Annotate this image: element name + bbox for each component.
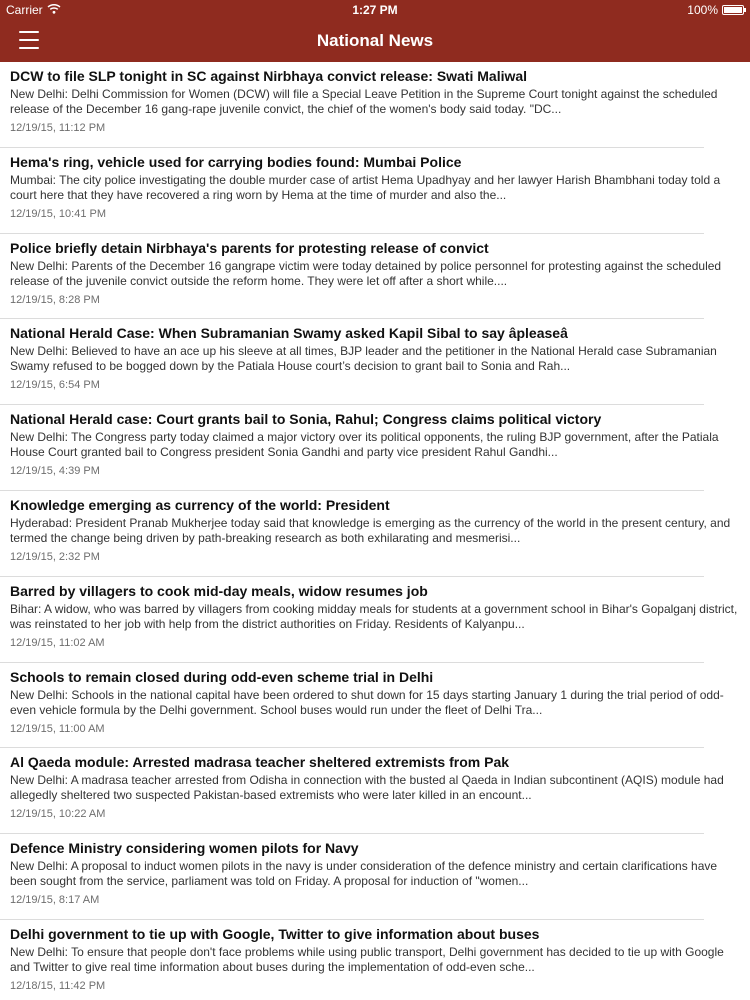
battery-fill bbox=[724, 7, 742, 13]
news-item[interactable] bbox=[0, 663, 750, 749]
news-item[interactable] bbox=[0, 319, 750, 405]
hamburger-menu-icon[interactable] bbox=[19, 31, 39, 49]
status-bar bbox=[0, 0, 750, 20]
news-summary: New Delhi: Schools in the national capital have been ordered to shut down for 15 days starting January 1 during the trial period of odd-even vehicle formula by the Delhi government. School buses would run under the fleet of Delhi Tra... bbox=[10, 687, 724, 717]
news-headline: National Herald case: Court grants bail to Sonia, Rahul; Congress claims political victory bbox=[10, 411, 602, 428]
news-summary: New Delhi: Believed to have an ace up his sleeve at all times, BJP leader and the petitioner in the National Herald case Subramanian Swamy refused to be bogged down by the Patiala House court’s decision to grant bail to Sonia and Rah... bbox=[10, 344, 717, 374]
news-item[interactable] bbox=[0, 148, 750, 234]
menu-line bbox=[19, 39, 39, 41]
news-headline: Defence Ministry considering women pilots for Navy bbox=[10, 840, 359, 857]
nav-bar bbox=[0, 20, 750, 62]
news-summary: Mumbai: The city police investigating the double murder case of artist Hema Upadhyay and her lawyer Harish Bhambhani today told a court here that they have recovered a ring worn by Hema at the time of murder and also the... bbox=[10, 172, 721, 202]
news-summary: New Delhi: To ensure that people don't face problems while using public transport, Delhi government has decided to tie up with Google and Twitter to give real time information about buses during the implementation of odd-even sche... bbox=[10, 944, 724, 974]
status-right bbox=[687, 3, 744, 17]
news-timestamp: 12/19/15, 2:32 PM bbox=[10, 550, 100, 563]
news-timestamp: 12/19/15, 10:22 AM bbox=[10, 808, 106, 821]
news-headline: Schools to remain closed during odd-even scheme trial in Delhi bbox=[10, 668, 434, 685]
news-headline: Hema's ring, vehicle used for carrying bodies found: Mumbai Police bbox=[10, 153, 462, 170]
news-item[interactable] bbox=[0, 62, 750, 148]
news-summary: New Delhi: A proposal to induct women pilots in the navy is under consideration of the defence ministry and certain clarifications have been sought from the service, parliament was told on Friday. A proposal for induction of "women... bbox=[10, 859, 718, 889]
news-timestamp: 12/19/15, 11:00 AM bbox=[10, 722, 105, 735]
news-timestamp: 12/19/15, 8:17 AM bbox=[10, 894, 100, 907]
news-item[interactable] bbox=[0, 748, 750, 834]
carrier-label: Carrier bbox=[6, 3, 43, 17]
menu-line bbox=[19, 47, 39, 49]
news-timestamp: 12/18/15, 11:42 PM bbox=[10, 979, 106, 992]
news-summary: Hyderabad: President Pranab Mukherjee today said that knowledge is emerging as the currency of the world in the present century, and termed the change being driven by path-breaking research as both exhilarating and mesmerisi... bbox=[10, 515, 731, 545]
news-headline: Knowledge emerging as currency of the world: President bbox=[10, 496, 390, 513]
news-timestamp: 12/19/15, 4:39 PM bbox=[10, 465, 100, 478]
menu-line bbox=[19, 31, 39, 33]
news-summary: New Delhi: The Congress party today claimed a major victory over its political opponents, the ruling BJP government, after the Patiala House Court granted bail to Congress president Sonia Gandhi and party vice president Rahul Gandhi... bbox=[10, 430, 719, 460]
news-summary: New Delhi: A madrasa teacher arrested from Odisha in connection with the busted al Qaeda in Indian subcontinent (AQIS) module had allegedly sheltered two suspected Pakistan-based extremists who were later killed in an encount... bbox=[10, 773, 724, 803]
news-summary: New Delhi: Parents of the December 16 gangrape victim were today detained by police personnel for protesting against the scheduled release of the juvenile convict outside the reform home. They were let off after a short while.... bbox=[10, 258, 722, 288]
news-timestamp: 12/19/15, 11:12 PM bbox=[10, 122, 106, 134]
battery-percent: 100% bbox=[687, 3, 718, 17]
news-headline: National Herald Case: When Subramanian Swamy asked Kapil Sibal to say âpleaseâ bbox=[10, 325, 568, 342]
news-list bbox=[0, 62, 750, 1000]
news-item[interactable] bbox=[0, 234, 750, 320]
news-timestamp: 12/19/15, 11:02 AM bbox=[10, 636, 105, 649]
news-item[interactable] bbox=[0, 577, 750, 663]
news-headline: Delhi government to tie up with Google, Twitter to give information about buses bbox=[10, 925, 540, 942]
news-timestamp: 12/19/15, 6:54 PM bbox=[10, 379, 100, 392]
news-item[interactable] bbox=[0, 405, 750, 491]
news-headline: Police briefly detain Nirbhaya's parents for protesting release of convict bbox=[10, 239, 489, 256]
news-summary: New Delhi: Delhi Commission for Women (DCW) will file a Special Leave Petition in the Supreme Court tonight against the scheduled release of the December 16 gang-rape juvenile convict, the chief of the women's body said today. "DC... bbox=[10, 87, 718, 116]
news-timestamp: 12/19/15, 8:28 PM bbox=[10, 293, 100, 306]
news-item[interactable] bbox=[0, 834, 750, 920]
page-title: National News bbox=[316, 31, 434, 50]
news-headline: Barred by villagers to cook mid-day meals, widow resumes job bbox=[10, 582, 428, 599]
news-headline: DCW to file SLP tonight in SC against Nirbhaya convict release: Swati Maliwal bbox=[10, 68, 528, 84]
news-summary: Bihar: A widow, who was barred by villagers from cooking midday meals for students at a government school in Bihar's Gopalganj district, was reinstated to her job with help from the district authorities on Friday. Residents of Kalyanpu... bbox=[10, 601, 738, 631]
news-headline: Al Qaeda module: Arrested madrasa teacher sheltered extremists from Pak bbox=[10, 754, 510, 771]
news-item[interactable] bbox=[0, 491, 750, 577]
battery-icon bbox=[722, 5, 744, 15]
status-time: 1:27 PM bbox=[352, 3, 398, 17]
news-item[interactable] bbox=[0, 920, 750, 1000]
news-timestamp: 12/19/15, 10:41 PM bbox=[10, 207, 107, 220]
